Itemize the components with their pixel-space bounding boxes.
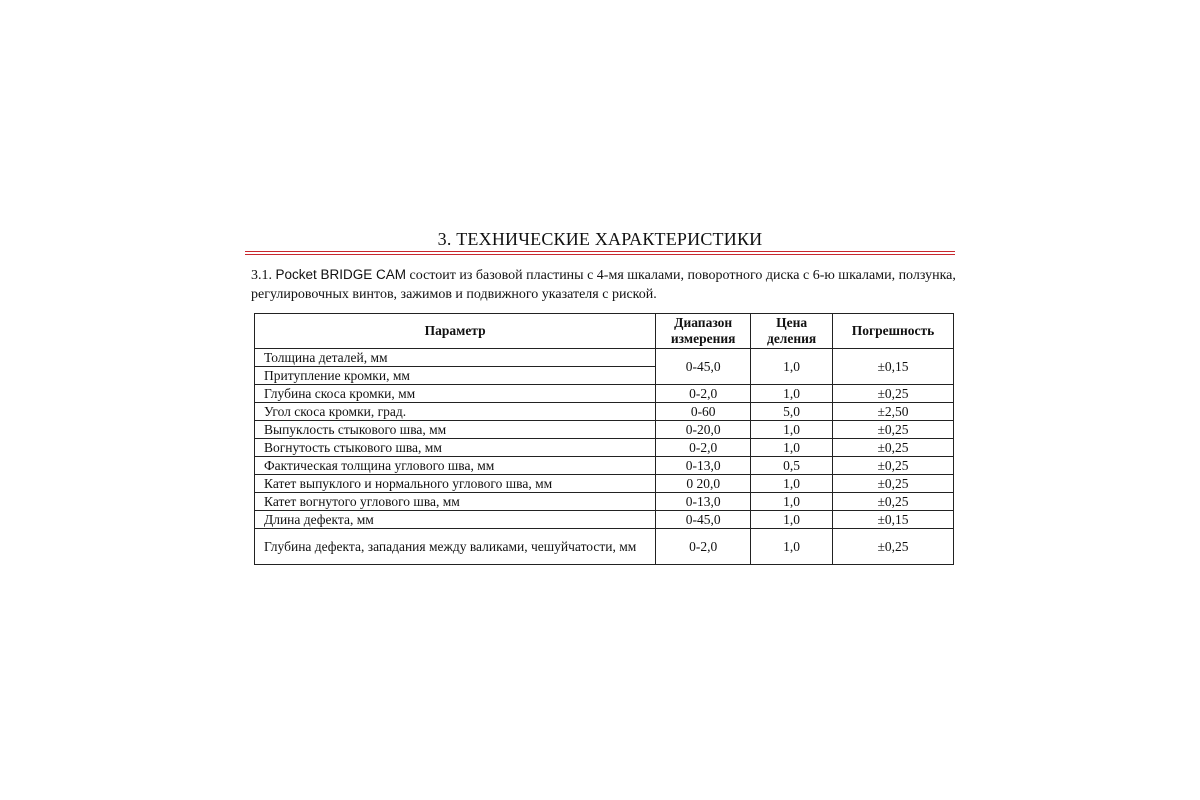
error-cell: ±2,50 [833, 403, 954, 421]
range-cell: 0-2,0 [656, 385, 751, 403]
param-cell: Фактическая толщина углового шва, мм [255, 457, 656, 475]
table-row [255, 457, 954, 475]
error-cell: ±0,15 [833, 349, 954, 385]
param-cell: Катет выпуклого и нормального углового шва, мм [255, 475, 656, 493]
range-cell: 0-20,0 [656, 421, 751, 439]
error-cell: ±0,15 [833, 511, 954, 529]
range-cell: 0 20,0 [656, 475, 751, 493]
param-cell: Длина дефекта, мм [255, 511, 656, 529]
param-cell: Притупление кромки, мм [255, 367, 656, 385]
division-cell: 0,5 [751, 457, 833, 475]
error-cell: ±0,25 [833, 385, 954, 403]
error-cell: ±0,25 [833, 439, 954, 457]
range-cell: 0-45,0 [656, 349, 751, 385]
range-cell: 0-13,0 [656, 457, 751, 475]
table-row [255, 529, 954, 565]
header-range: Диапазон измерения [656, 314, 751, 349]
table-row [255, 385, 954, 403]
title-underline-top [245, 251, 955, 252]
title-underline-bottom [245, 254, 955, 255]
division-cell: 1,0 [751, 421, 833, 439]
range-cell: 0-2,0 [656, 529, 751, 565]
error-cell: ±0,25 [833, 457, 954, 475]
range-cell: 0-2,0 [656, 439, 751, 457]
division-cell: 1,0 [751, 475, 833, 493]
intro-paragraph [251, 265, 956, 304]
param-cell: Выпуклость стыкового шва, мм [255, 421, 656, 439]
product-name: Pocket BRIDGE CAM [275, 267, 407, 282]
error-cell: ±0,25 [833, 475, 954, 493]
division-cell: 1,0 [751, 385, 833, 403]
header-division: Цена деления [751, 314, 833, 349]
division-cell: 5,0 [751, 403, 833, 421]
param-cell: Угол скоса кромки, град. [255, 403, 656, 421]
header-error: Погрешность [833, 314, 954, 349]
range-cell: 0-45,0 [656, 511, 751, 529]
table-row [255, 439, 954, 457]
error-cell: ±0,25 [833, 493, 954, 511]
error-cell: ±0,25 [833, 421, 954, 439]
table-header-row [255, 314, 954, 349]
division-cell: 1,0 [751, 529, 833, 565]
division-cell: 1,0 [751, 511, 833, 529]
table-row [255, 475, 954, 493]
table-row [255, 403, 954, 421]
division-cell: 1,0 [751, 349, 833, 385]
param-cell: Глубина скоса кромки, мм [255, 385, 656, 403]
spec-table [254, 313, 954, 565]
header-param: Параметр [255, 314, 656, 349]
param-cell: Катет вогнутого углового шва, мм [255, 493, 656, 511]
param-cell: Глубина дефекта, западания между валиками, чешуйчатости, мм [255, 529, 656, 565]
param-cell: Толщина деталей, мм [255, 349, 656, 367]
section-title: 3. ТЕХНИЧЕСКИЕ ХАРАКТЕРИСТИКИ [437, 229, 763, 249]
intro-text: состоит из базовой пластины с 4-мя шкалами, поворотного диска с 6-ю шкалами, ползунка, регулировочных винтов, зажимов и подвижного указателя с риской. [251, 268, 956, 302]
error-cell: ±0,25 [833, 529, 954, 565]
table-row [255, 421, 954, 439]
table-row [255, 349, 954, 367]
division-cell: 1,0 [751, 439, 833, 457]
table-row [255, 493, 954, 511]
range-cell: 0-60 [656, 403, 751, 421]
division-cell: 1,0 [751, 493, 833, 511]
intro-prefix: 3.1. [251, 268, 276, 283]
table-row [255, 511, 954, 529]
range-cell: 0-13,0 [656, 493, 751, 511]
param-cell: Вогнутость стыкового шва, мм [255, 439, 656, 457]
